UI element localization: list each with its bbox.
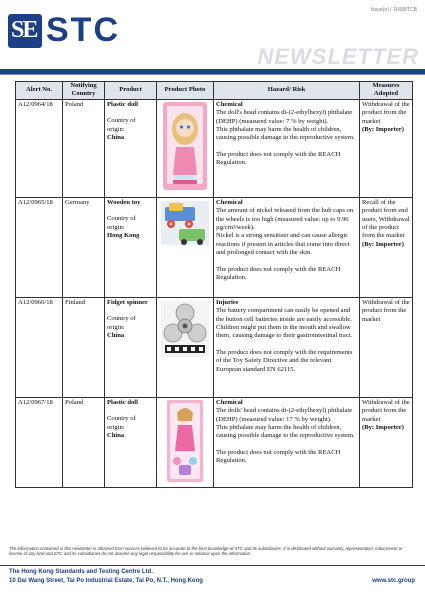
measures-text: Withdrawal of the product from the market (362, 398, 410, 423)
compliance-note: The product does not comply with the REACH Regulation. (216, 265, 341, 282)
hazard-cell (214, 99, 360, 197)
hazard-description: The battery compartment can easily be opened and the button cell batteries inside are easily accessible. (216, 307, 352, 323)
plastic-doll-set-photo (159, 399, 211, 483)
notifying-country: Finland (63, 297, 105, 397)
origin-value: Hong Kong (107, 232, 140, 240)
header-bar-thin (0, 74, 425, 75)
alert-no: A12/0966/18 (16, 297, 63, 397)
col-hazard-risk: Hazard/ Risk (214, 82, 360, 100)
footer-divider (0, 565, 425, 566)
product-cell (105, 397, 157, 487)
notifying-country: Germany (63, 197, 105, 297)
measures-by: (By: Importer) (362, 424, 404, 432)
wooden-toy-photo (159, 199, 211, 249)
newsletter-title: NEWSLETTER (257, 44, 419, 69)
hazard-type: Chemical (216, 198, 243, 206)
product-photo-cell (157, 197, 214, 297)
origin-value: China (107, 432, 125, 440)
hazard-risk: This phthalate may harm the health of children, causing possible damage to the reproductive system. (216, 126, 355, 142)
hazard-type: Injuries (216, 298, 239, 306)
hazard-risk: Children might put them in the mouth and swallow them, causing damage to their gastrointestinal tract. (216, 324, 353, 340)
compliance-note: The product does not comply with the REACH Regulation. (216, 150, 341, 167)
product-cell (105, 99, 157, 197)
origin-value: China (107, 332, 125, 340)
table-row (16, 197, 413, 297)
product-name: Plastic doll (107, 398, 138, 406)
compliance-note: The product does not comply with the REACH Regulation. (216, 448, 341, 465)
hazard-cell (214, 397, 360, 487)
hazard-risk: This phthalate may harm the health of children, causing possible damage to the reproductive system. (216, 424, 355, 440)
plastic-doll-photo (159, 101, 211, 191)
footer-company: The Hong Kong Standards and Testing Centre Ltd. (9, 569, 153, 575)
col-product: Product (105, 82, 157, 100)
product-name: Fidget spinner (107, 298, 148, 306)
origin-value: China (107, 134, 125, 142)
measures-cell (360, 297, 413, 397)
table-header-row (16, 82, 413, 100)
hazard-description: The amount of nickel released from the hub caps on the wheels is too high (measured value: up to 9.96 µg/cm²/week). (216, 207, 354, 232)
hazard-description: The dolls' head contains di-(2-ethylhexyl) phthalate (DEHP) (measured value: 17 % by weight). (216, 407, 353, 423)
table-row (16, 397, 413, 487)
hazard-description: The doll's head contains di-(2-ethylhexyl) phthalate (DEHP) (measured value: 7 % by weight). (216, 109, 353, 125)
issue-number: Issue(e) / 16/58/TCB (370, 7, 417, 13)
notifying-country: Poland (63, 99, 105, 197)
footer-website-link[interactable]: www.stc.group (372, 578, 415, 584)
product-photo-cell (157, 297, 214, 397)
footer-address: 10 Dai Wang Street, Tai Po Industrial Estate, Tai Po, N.T., Hong Kong (9, 578, 203, 584)
alerts-table (15, 81, 413, 488)
col-measures-adopted: Measures Adopted (360, 82, 413, 100)
measures-text: Recall of the product from end users, Withdrawal of the product from the market (362, 198, 410, 240)
fidget-spinner-photo (159, 299, 211, 359)
hazard-cell (214, 297, 360, 397)
origin-label: Country of origin: (107, 315, 136, 331)
measures-text: Withdrawal of the product from the market (362, 100, 410, 125)
measures-by: (By: Importer) (362, 240, 404, 248)
col-notifying-country: Notifying Country (63, 82, 105, 100)
hazard-type: Chemical (216, 100, 243, 108)
product-photo-cell (157, 99, 214, 197)
hazard-type: Chemical (216, 398, 243, 406)
measures-cell (360, 197, 413, 297)
origin-label: Country of origin: (107, 415, 136, 431)
measures-by: (By: Importer) (362, 126, 404, 134)
table-row (16, 99, 413, 197)
compliance-note: The product does not comply with the requirements of the Toy Safety Directive and the relevant European standard EN 62115. (216, 348, 353, 373)
product-name: Wooden toy (107, 198, 141, 206)
col-product-photo: Product Photo (157, 82, 214, 100)
hazard-cell (214, 197, 360, 297)
alert-no: A12/0967/18 (16, 397, 63, 487)
origin-label: Country of origin: (107, 117, 136, 133)
notifying-country: Poland (63, 397, 105, 487)
measures-cell (360, 397, 413, 487)
product-name: Plastic doll (107, 100, 138, 108)
stc-logo-text: STC (46, 11, 120, 49)
product-photo-cell (157, 397, 214, 487)
footer-disclaimer: The information contained in this newsletter is obtained from sources believed to be accurate to the best knowledge of STC and its subsidiaries. It is distributed without warranty, representation, inducement or license of any kind and STC and its subsidiaries do not assume any legal responsibility for use or reliance upon the information. (9, 546, 403, 557)
alert-no: A12/0965/18 (16, 197, 63, 297)
measures-text: Withdrawal of the product from the market (362, 298, 410, 323)
col-alert-no: Alert No. (16, 82, 63, 100)
table-row (16, 297, 413, 397)
hazard-risk: Nickel is a strong sensitiser and can cause allergic reactions if present in articles that come into direct and prolonged contact with the skin. (216, 232, 350, 257)
stc-logo-mark: SE (8, 14, 42, 48)
origin-label: Country of origin: (107, 215, 136, 231)
newsletter-header (0, 0, 425, 78)
product-cell (105, 197, 157, 297)
product-cell (105, 297, 157, 397)
measures-cell (360, 99, 413, 197)
alert-no: A12/0964/18 (16, 99, 63, 197)
